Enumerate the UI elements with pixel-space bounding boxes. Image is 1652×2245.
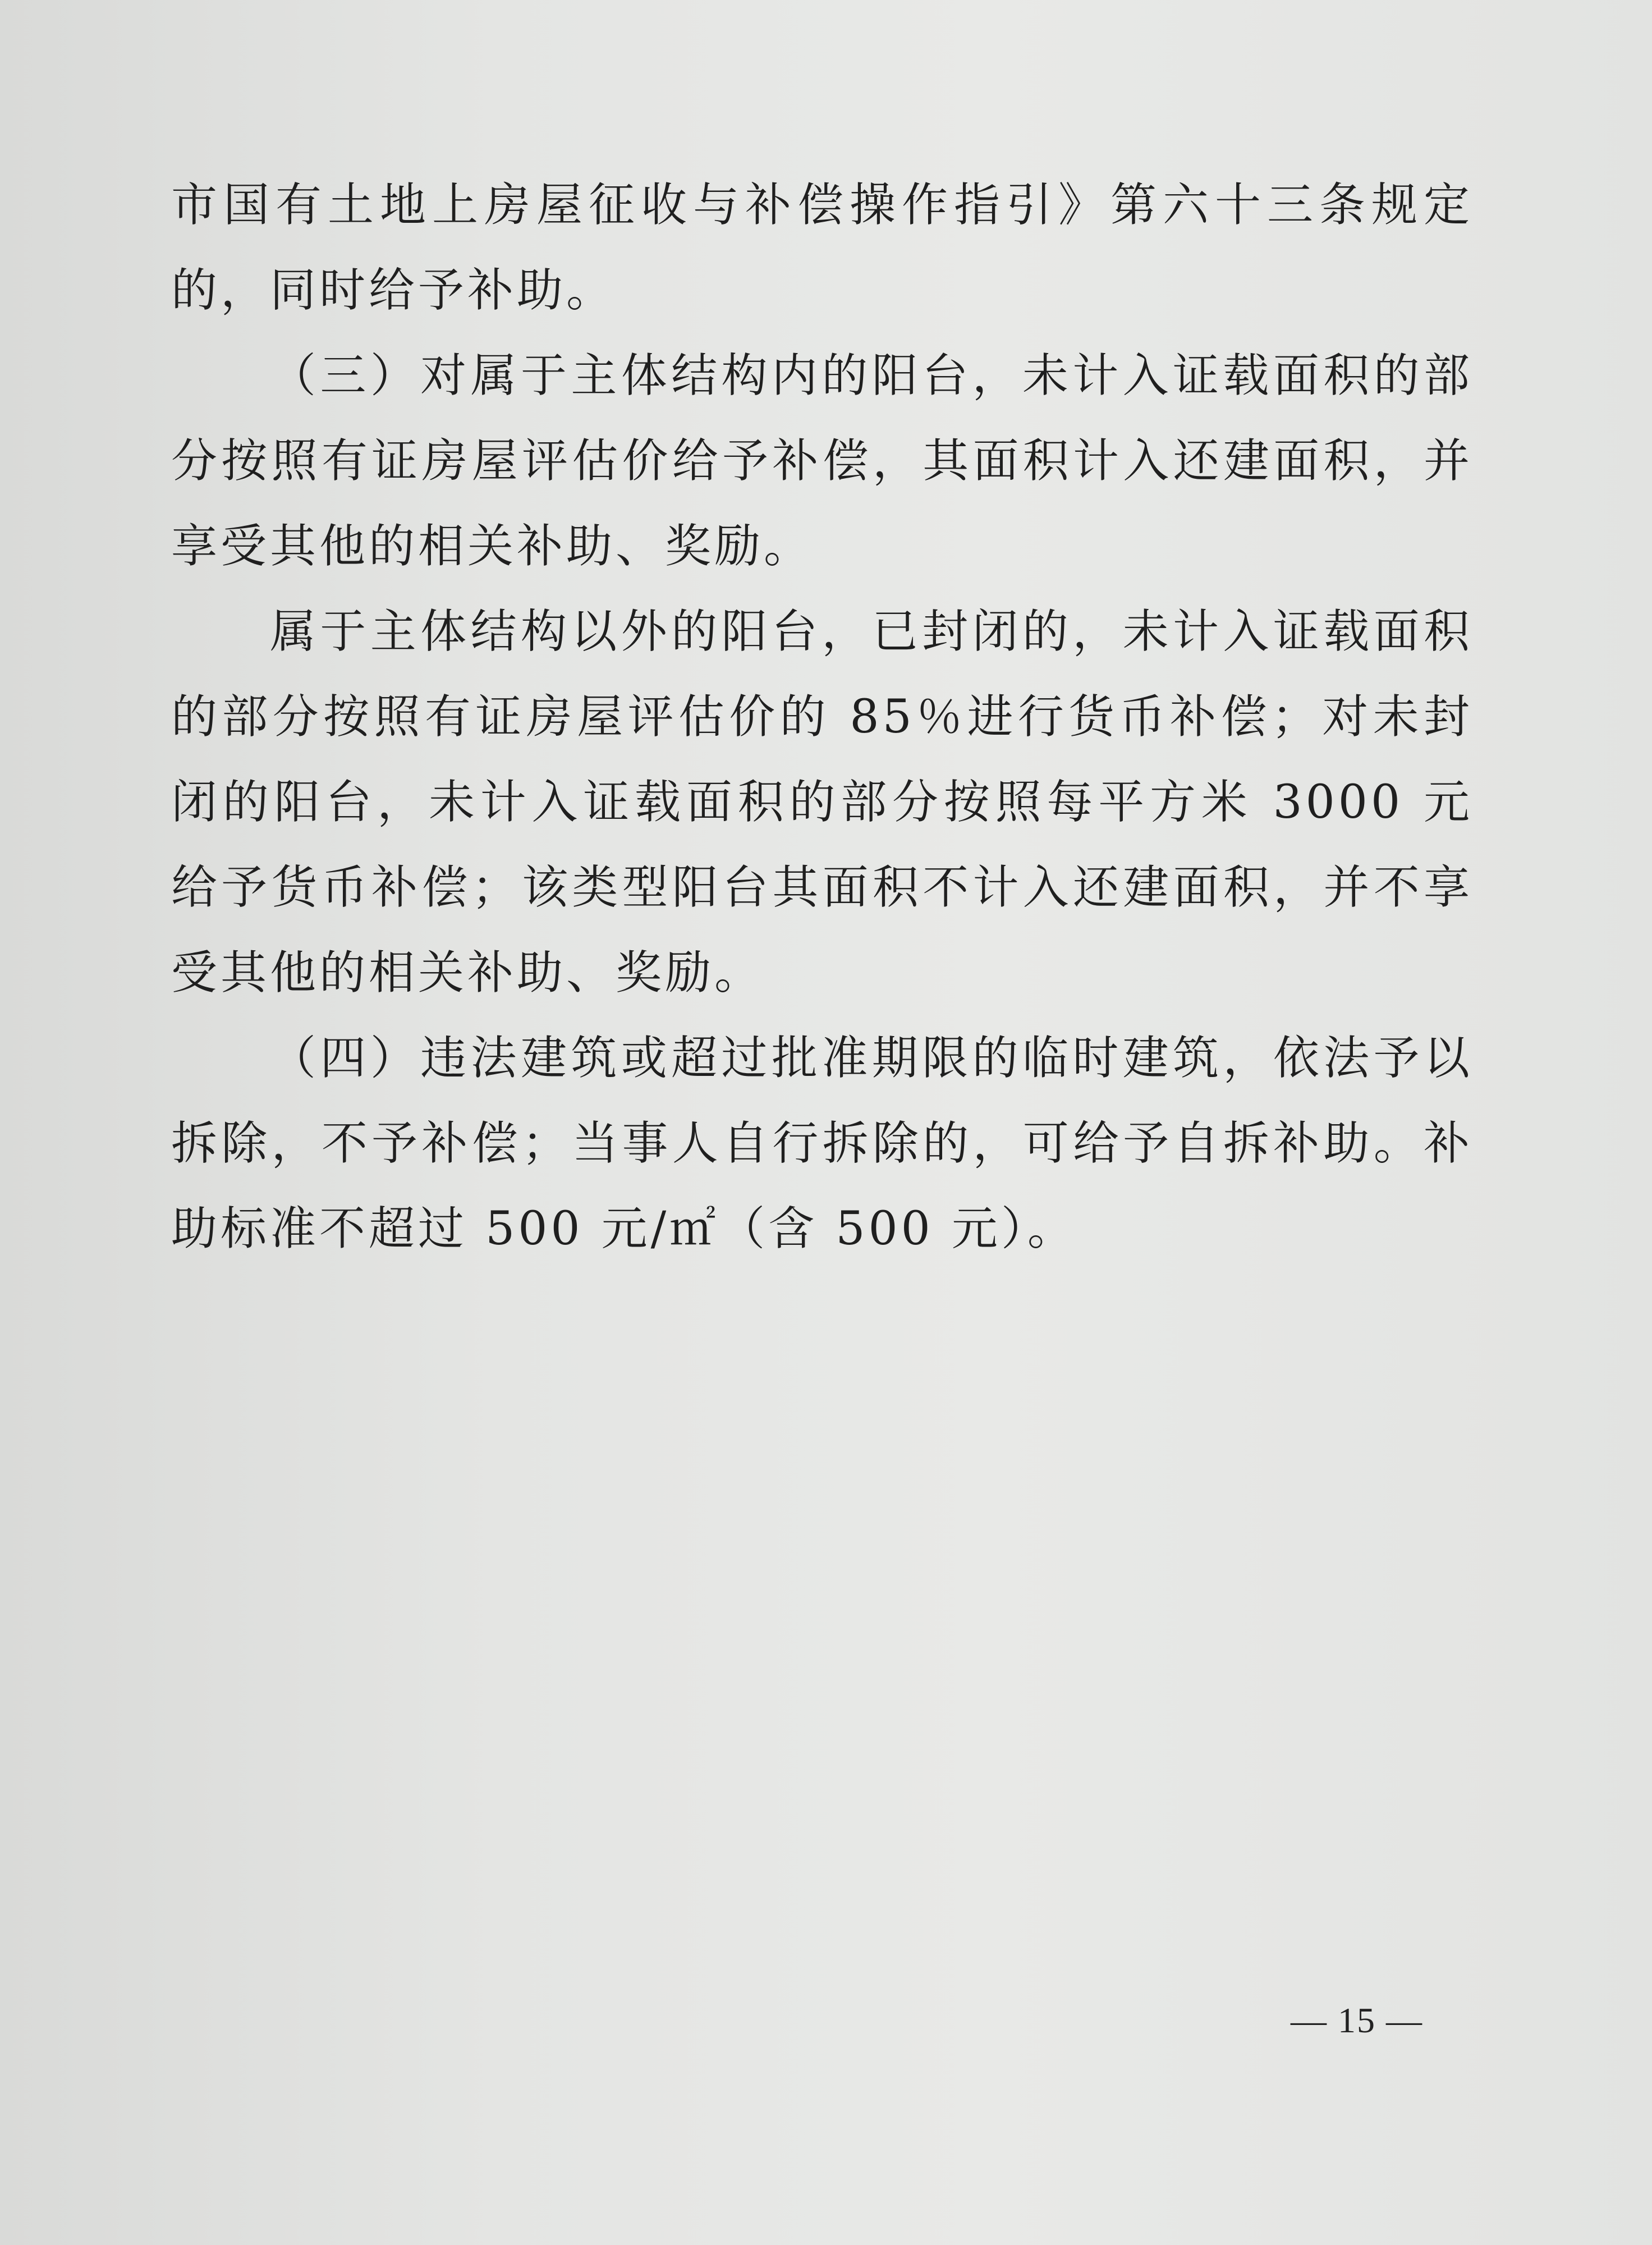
paragraph-item-four: （四）违法建筑或超过批准期限的临时建筑，依法予以拆除，不予补偿；当事人自行拆除的，可给予自拆补助。补助标准不超过 500 元/㎡（含 500 元）。 xyxy=(171,1032,1473,1256)
page-number: — 15 — xyxy=(1291,2000,1423,2040)
paragraph-item-three: （三）对属于主体结构内的阳台，未计入证载面积的部分按照有证房屋评估价给予补偿，其面积计入还建面积，并享受其他的相关补助、奖励。 xyxy=(171,349,1473,573)
paragraph-continuation: 市国有土地上房屋征收与补偿操作指引》第六十三条规定的，同时给予补助。 xyxy=(171,178,1473,317)
document-body xyxy=(171,163,1473,1272)
paragraph-external-balcony: 属于主体结构以外的阳台，已封闭的，未计入证载面积的部分按照有证房屋评估价的 85％进行货币补偿；对未封闭的阳台，未计入证载面积的部分按照每平方米 3000 元给予货币补偿；该类型阳台其面积不计入还建面积，并不享受其他的相关补助、奖励。 xyxy=(171,605,1473,1000)
